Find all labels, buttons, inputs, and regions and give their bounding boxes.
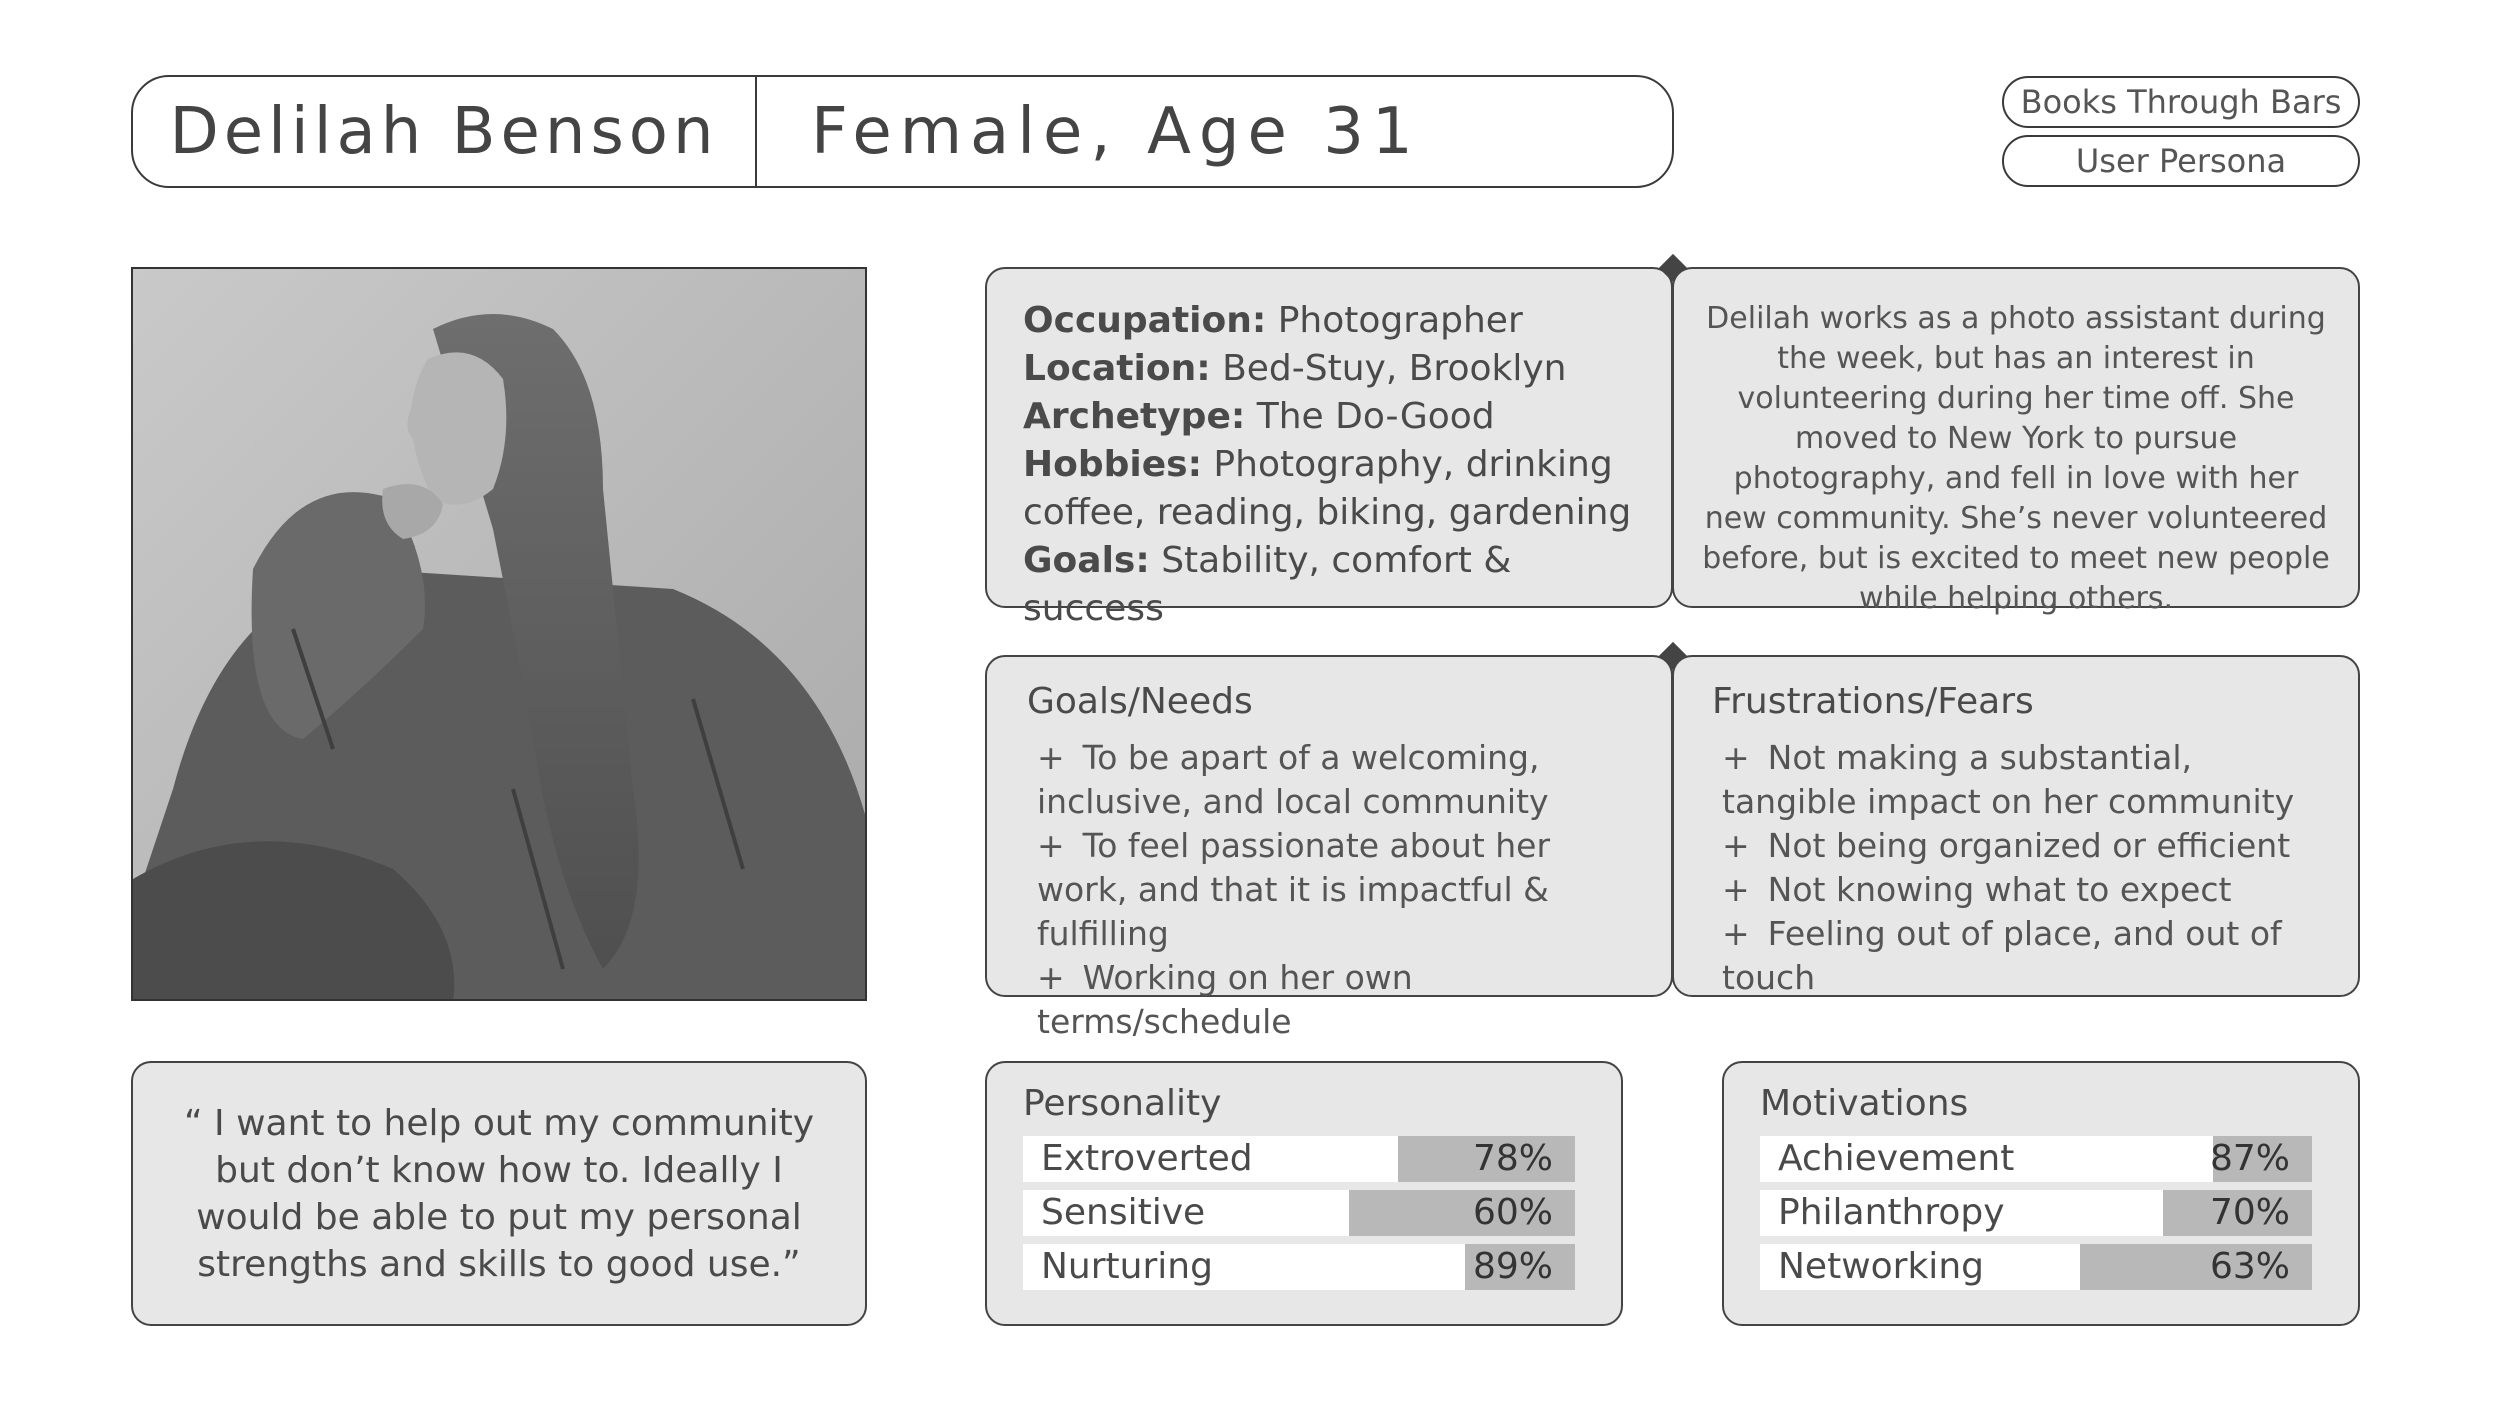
goals-needs-title: Goals/Needs (1027, 681, 1253, 722)
list-item-text: Not being organized or efficient (1767, 826, 2291, 865)
persona-name: Delilah Benson (133, 77, 757, 186)
location-row (1023, 345, 1635, 393)
persona-header (131, 75, 1674, 188)
motivation-meter (1760, 1244, 2312, 1290)
personality-card (985, 1061, 1623, 1326)
list-item-text: Working on her own terms/schedule (1037, 958, 1413, 1041)
list-item-text: Not knowing what to expect (1767, 870, 2232, 909)
motivation-percentage: 87% (2209, 1138, 2290, 1179)
trait-label: Nurturing (1041, 1246, 1213, 1287)
archetype-row (1023, 393, 1635, 441)
persona-quote-card (131, 1061, 867, 1326)
motivation-label: Networking (1778, 1246, 1984, 1287)
list-item (1722, 868, 2320, 912)
frustrations-fears-list (1712, 736, 2320, 1000)
motivations-card (1722, 1061, 2360, 1326)
goals-label: Goals: (1023, 540, 1150, 581)
goals-value: Stability, comfort & success (1023, 540, 1512, 629)
frustrations-fears-title: Frustrations/Fears (1712, 681, 2034, 722)
plus-icon: + (1722, 738, 1750, 777)
occupation-label: Occupation: (1023, 300, 1267, 341)
plus-icon: + (1037, 826, 1065, 865)
persona-quote: “ I want to help out my community but don’t know how to. Ideally I would be able to put my personal strengths and skills to good use.” (183, 1102, 815, 1285)
plus-icon: + (1037, 958, 1065, 997)
archetype-value: The Do-Good (1245, 396, 1495, 437)
trait-meter (1023, 1244, 1575, 1290)
bio-text: Delilah works as a photo assistant during the week, but has an interest in volunteering during her time off. She moved to New York to pursue photography, and fell in love with her new community. She’s never volunteered before, but is excited to meet new people while helping others. (1702, 301, 2330, 616)
trait-percentage: 89% (1472, 1246, 1553, 1287)
trait-meter (1023, 1136, 1575, 1182)
goals-needs-list (1027, 736, 1631, 1044)
trait-label: Extroverted (1041, 1138, 1253, 1179)
plus-icon: + (1722, 826, 1750, 865)
personality-title: Personality (1023, 1083, 1222, 1124)
persona-bio-card (1672, 267, 2360, 616)
motivation-percentage: 70% (2209, 1192, 2290, 1233)
trait-percentage: 78% (1472, 1138, 1553, 1179)
trait-label: Sensitive (1041, 1192, 1206, 1233)
list-item-text: To be apart of a welcoming, inclusive, and local community (1037, 738, 1549, 821)
occupation-row (1023, 297, 1635, 345)
list-item (1722, 824, 2320, 868)
list-item (1722, 736, 2320, 824)
goals-row (1023, 537, 1635, 633)
motivation-meter (1760, 1190, 2312, 1236)
motivation-label: Philanthropy (1778, 1192, 2005, 1233)
persona-demographics: Female, Age 31 (811, 94, 1421, 169)
persona-photo (131, 267, 867, 1001)
plus-icon: + (1037, 738, 1065, 777)
motivation-meter (1760, 1136, 2312, 1182)
location-label: Location: (1023, 348, 1211, 389)
motivation-label: Achievement (1778, 1138, 2015, 1179)
persona-details-card (985, 267, 1673, 629)
plus-icon: + (1722, 870, 1750, 909)
list-item-text: To feel passionate about her work, and that it is impactful & fulfilling (1037, 826, 1551, 953)
frustrations-fears-card (1672, 655, 2360, 997)
occupation-value: Photographer (1266, 300, 1523, 341)
list-item (1037, 956, 1631, 1044)
hobbies-label: Hobbies: (1023, 444, 1202, 485)
trait-percentage: 60% (1472, 1192, 1553, 1233)
archetype-label: Archetype: (1023, 396, 1246, 437)
motivation-percentage: 63% (2209, 1246, 2290, 1287)
goals-needs-card (985, 655, 1673, 1041)
list-item (1037, 824, 1631, 956)
list-item (1722, 912, 2320, 1000)
hobbies-value: Photography, drinking coffee, reading, biking, gardening (1023, 444, 1632, 533)
hobbies-row (1023, 441, 1635, 537)
list-item (1037, 736, 1631, 824)
project-tag: Books Through Bars (2002, 76, 2360, 128)
list-item-text: Feeling out of place, and out of touch (1722, 914, 2282, 997)
motivations-title: Motivations (1760, 1083, 1969, 1124)
location-value: Bed-Stuy, Brooklyn (1210, 348, 1567, 389)
plus-icon: + (1722, 914, 1750, 953)
trait-meter (1023, 1190, 1575, 1236)
document-type-tag: User Persona (2002, 135, 2360, 187)
list-item-text: Not making a substantial, tangible impact on her community (1722, 738, 2295, 821)
